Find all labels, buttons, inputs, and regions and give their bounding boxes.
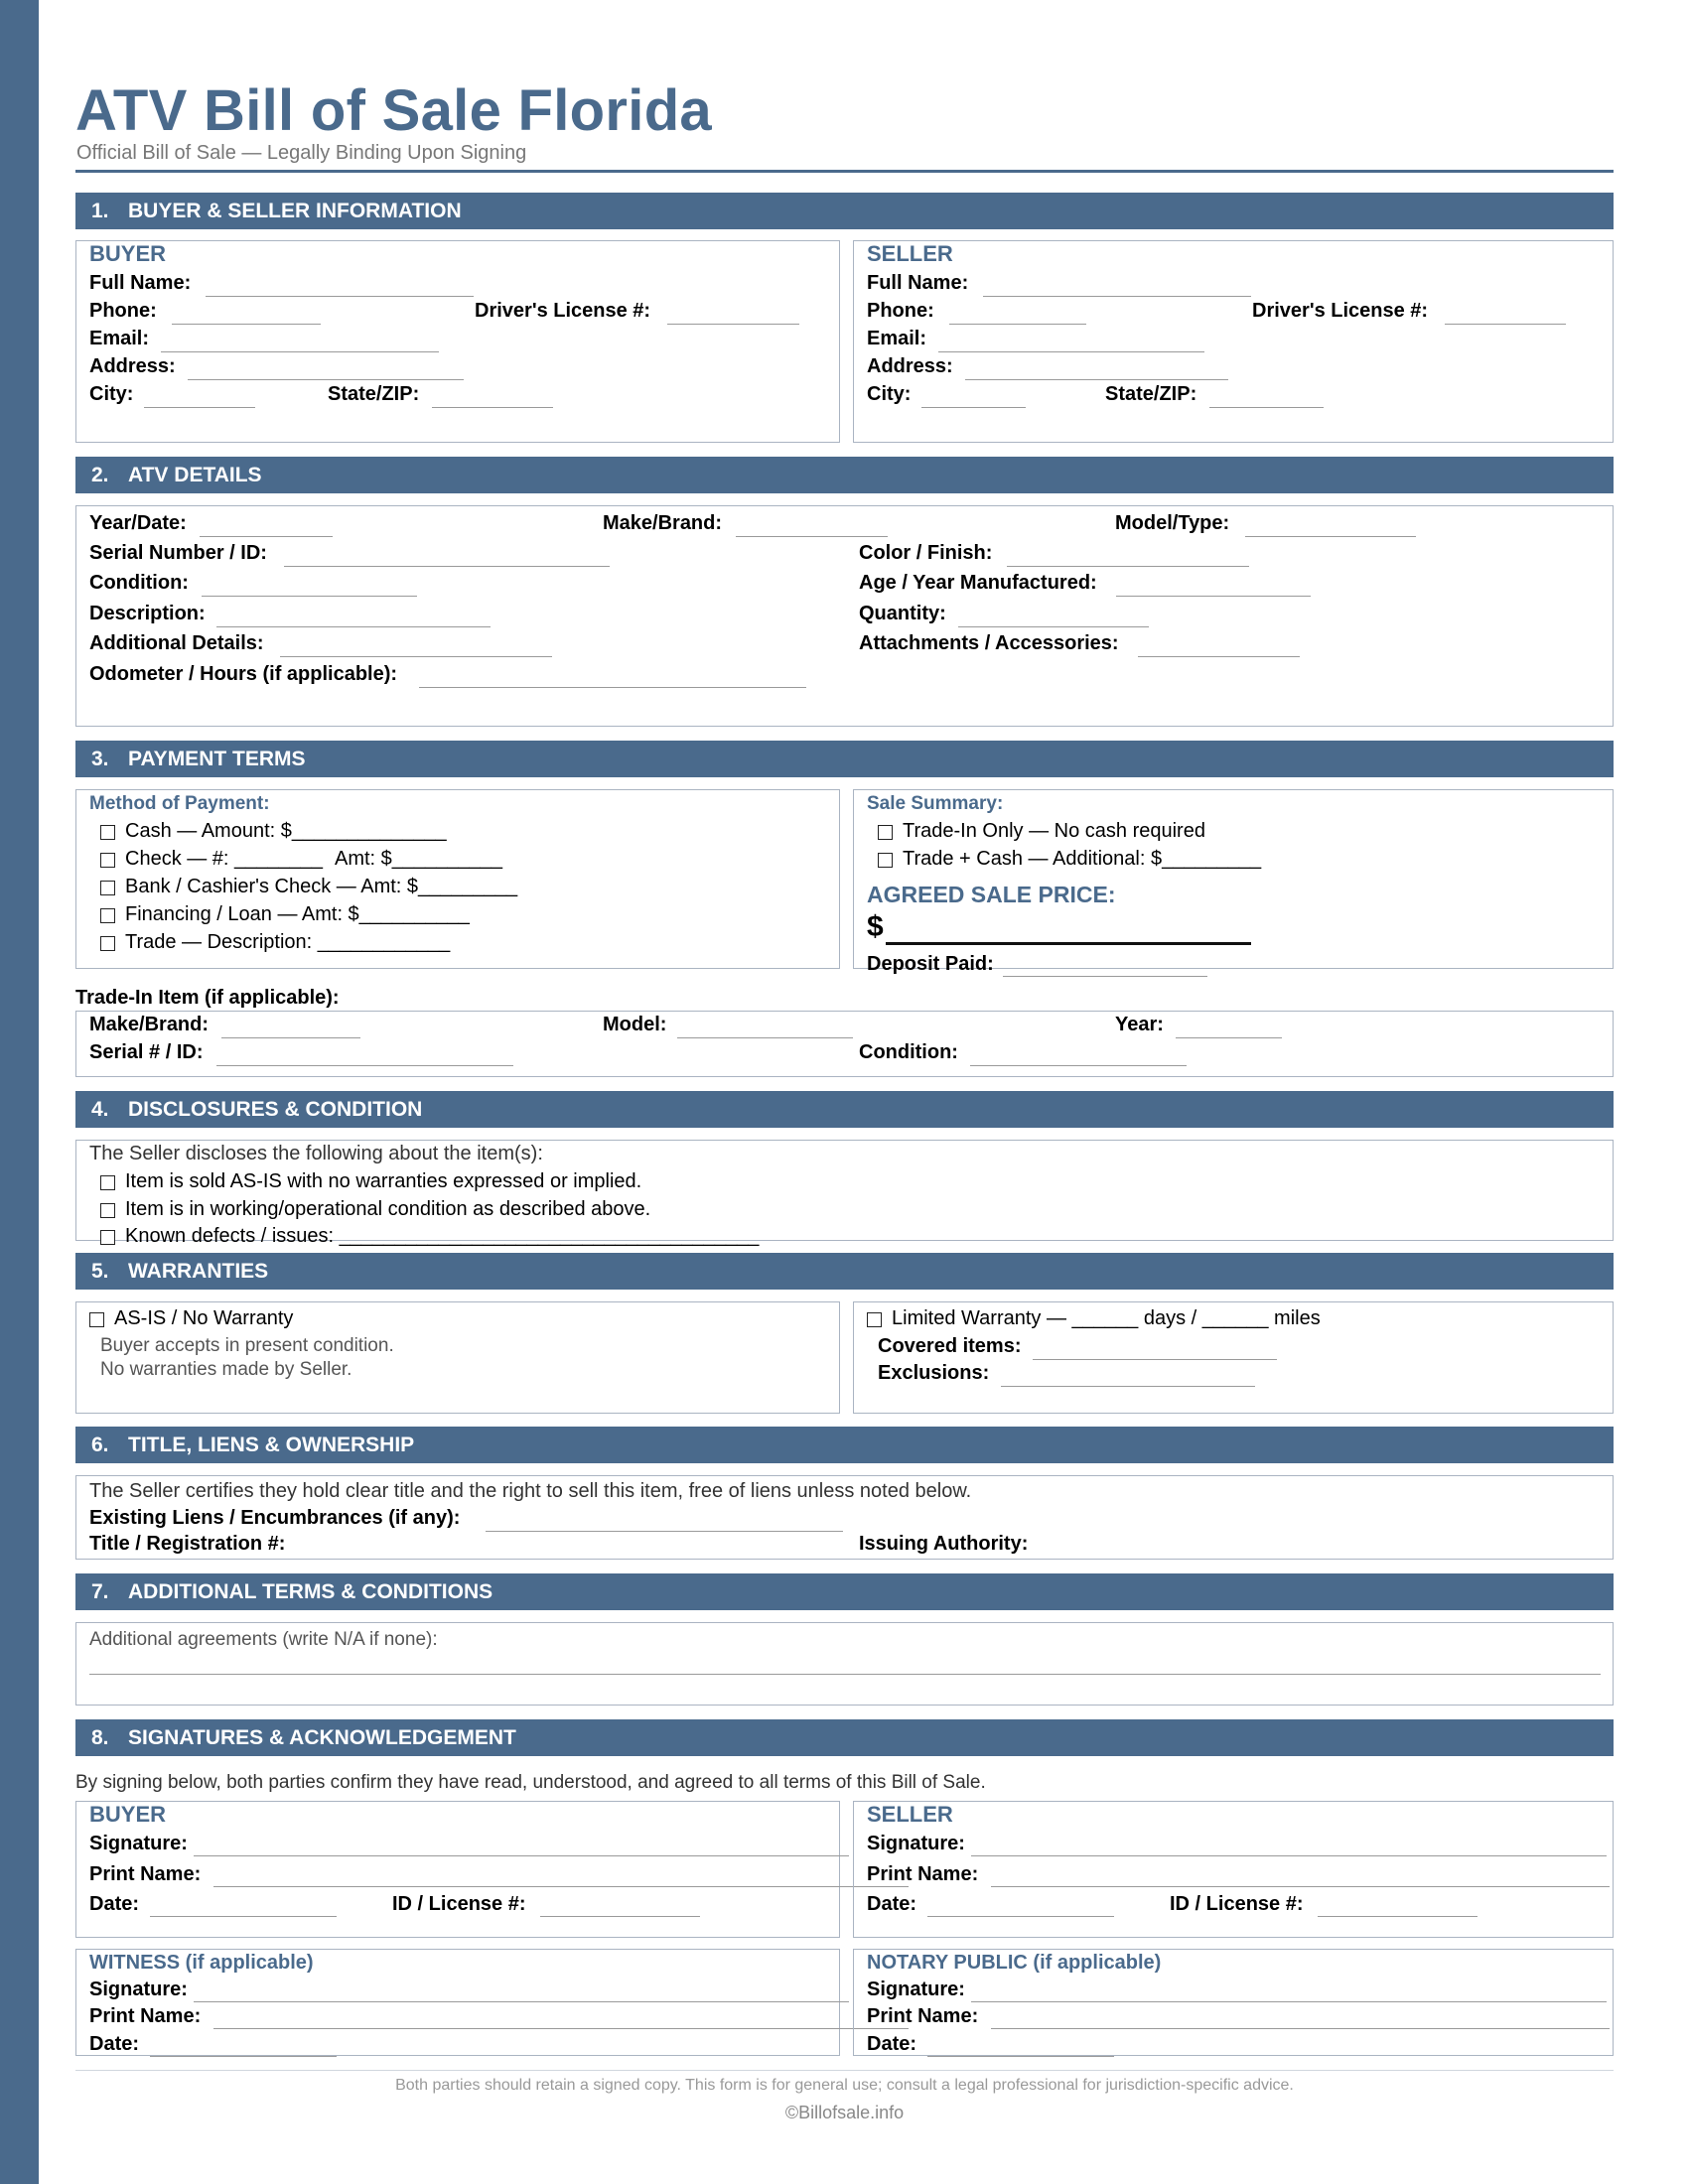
section-number: 8. bbox=[91, 1726, 109, 1749]
trade-in-serial-label: Serial # / ID: bbox=[89, 1041, 204, 1063]
trade-in-box bbox=[75, 1011, 1614, 1077]
notary-signature-label: Signature: bbox=[867, 1979, 965, 2000]
buyer-phone-label: Phone: bbox=[89, 300, 157, 322]
section-title: TITLE, LIENS & OWNERSHIP bbox=[128, 1433, 415, 1456]
additional-terms-prompt: Additional agreements (write N/A if none): bbox=[89, 1629, 438, 1650]
notary-box bbox=[853, 1949, 1614, 2056]
section-header-disclosures bbox=[75, 1091, 1614, 1128]
section-header-warranties bbox=[75, 1253, 1614, 1290]
buyer-phone-field[interactable] bbox=[172, 324, 321, 325]
trade-in-condition-label: Condition: bbox=[859, 1041, 958, 1063]
section-number: 6. bbox=[91, 1433, 109, 1456]
trade-checkbox[interactable] bbox=[100, 936, 115, 951]
section-title: ADDITIONAL TERMS & CONDITIONS bbox=[128, 1580, 493, 1603]
limited-warranty-box bbox=[853, 1301, 1614, 1414]
seller-id-label: ID / License #: bbox=[1170, 1893, 1304, 1915]
trade-in-only-label: Trade-In Only — No cash required bbox=[903, 820, 1205, 842]
seller-info-box bbox=[853, 240, 1614, 443]
trade-in-condition-field[interactable] bbox=[970, 1065, 1187, 1066]
existing-liens-label: Existing Liens / Encumbrances (if any): bbox=[89, 1507, 461, 1529]
buyer-date-label: Date: bbox=[89, 1893, 140, 1915]
section-number: 7. bbox=[91, 1580, 109, 1603]
buyer-signature-label: Signature: bbox=[89, 1833, 188, 1854]
title-intro: The Seller certifies they hold clear title and the right to sell this item, free of liens unless noted below. bbox=[89, 1480, 972, 1502]
cash-option-label: Cash — Amount: $______________ bbox=[125, 820, 447, 842]
atv-additional-field[interactable] bbox=[280, 656, 552, 657]
financing-label: Financing / Loan — Amt: $__________ bbox=[125, 903, 470, 925]
seller-signature-label: Signature: bbox=[867, 1833, 965, 1854]
atv-description-label: Description: bbox=[89, 603, 206, 624]
section-header-payment bbox=[75, 741, 1614, 777]
payment-method-box bbox=[75, 789, 840, 969]
buyer-city-field[interactable] bbox=[144, 407, 255, 408]
buyer-email-label: Email: bbox=[89, 328, 150, 349]
title-registration-label: Title / Registration #: bbox=[89, 1533, 286, 1555]
buyer-signature-box bbox=[75, 1801, 840, 1938]
buyer-id-label: ID / License #: bbox=[392, 1893, 526, 1915]
buyer-heading: BUYER bbox=[89, 241, 167, 266]
buyer-full-name-label: Full Name: bbox=[89, 272, 192, 294]
buyer-license-field[interactable] bbox=[667, 324, 799, 325]
section-header-title-liens bbox=[75, 1427, 1614, 1463]
witness-date-field[interactable] bbox=[150, 2056, 337, 2057]
check-checkbox[interactable] bbox=[100, 853, 115, 868]
cash-checkbox[interactable] bbox=[100, 825, 115, 840]
existing-liens-field[interactable] bbox=[486, 1531, 843, 1532]
page-title: ATV Bill of Sale Florida bbox=[75, 78, 712, 143]
section-number: 5. bbox=[91, 1260, 109, 1283]
bank-check-checkbox[interactable] bbox=[100, 881, 115, 895]
disclosures-intro: The Seller discloses the following about the item(s): bbox=[89, 1143, 543, 1164]
seller-full-name-label: Full Name: bbox=[867, 272, 969, 294]
known-defects-checkbox[interactable] bbox=[100, 1230, 115, 1245]
trade-in-year-label: Year: bbox=[1115, 1014, 1164, 1035]
atv-condition-field[interactable] bbox=[202, 596, 417, 597]
seller-id-field[interactable] bbox=[1318, 1916, 1477, 1917]
buyer-full-name-field[interactable] bbox=[206, 296, 474, 297]
seller-signature-box bbox=[853, 1801, 1614, 1938]
atv-year-label: Year/Date: bbox=[89, 512, 187, 534]
as-is-warranty-box bbox=[75, 1301, 840, 1414]
notary-date-label: Date: bbox=[867, 2033, 917, 2055]
atv-quantity-field[interactable] bbox=[958, 626, 1149, 627]
footer-copyright: ©Billofsale.info bbox=[784, 2103, 905, 2122]
seller-signature-field[interactable] bbox=[971, 1855, 1607, 1856]
deposit-paid-label: Deposit Paid: bbox=[867, 953, 994, 975]
seller-license-label: Driver's License #: bbox=[1252, 300, 1429, 322]
trade-plus-cash-label: Trade + Cash — Additional: $_________ bbox=[903, 848, 1262, 870]
issuing-authority-label: Issuing Authority: bbox=[859, 1533, 1029, 1555]
trade-in-make-label: Make/Brand: bbox=[89, 1014, 210, 1035]
section-number: 1. bbox=[91, 200, 109, 222]
section-title: WARRANTIES bbox=[128, 1260, 269, 1283]
witness-print-name-label: Print Name: bbox=[89, 2005, 202, 2027]
atv-additional-label: Additional Details: bbox=[89, 632, 264, 654]
section-header-atv-details bbox=[75, 457, 1614, 493]
trade-in-model-label: Model: bbox=[603, 1014, 667, 1035]
as-is-disclosure-checkbox[interactable] bbox=[100, 1175, 115, 1190]
additional-terms-box bbox=[75, 1622, 1614, 1706]
agreed-sale-price-field[interactable] bbox=[886, 942, 1251, 945]
limited-warranty-label: Limited Warranty — ______ days / ______ miles bbox=[892, 1307, 1321, 1329]
payment-method-heading: Method of Payment: bbox=[89, 793, 270, 814]
seller-email-field[interactable] bbox=[938, 351, 1204, 352]
page-subtitle: Official Bill of Sale — Legally Binding Upon Signing bbox=[76, 142, 527, 164]
section-number: 3. bbox=[91, 748, 109, 770]
as-is-disclosure-label: Item is sold AS-IS with no warranties expressed or implied. bbox=[125, 1170, 642, 1192]
limited-warranty-checkbox[interactable] bbox=[867, 1312, 882, 1327]
seller-city-field[interactable] bbox=[921, 407, 1026, 408]
trade-in-make-field[interactable] bbox=[221, 1037, 360, 1038]
atv-age-label: Age / Year Manufactured: bbox=[859, 572, 1097, 594]
seller-license-field[interactable] bbox=[1445, 324, 1566, 325]
dollar-sign: $ bbox=[867, 910, 884, 943]
buyer-state-zip-label: State/ZIP: bbox=[328, 383, 420, 405]
section-number: 4. bbox=[91, 1098, 109, 1121]
atv-serial-field[interactable] bbox=[284, 566, 610, 567]
atv-details-box bbox=[75, 505, 1614, 727]
notary-heading: NOTARY PUBLIC (if applicable) bbox=[867, 1952, 1162, 1974]
title-liens-box bbox=[75, 1475, 1614, 1560]
agreed-sale-price-label: AGREED SALE PRICE: bbox=[867, 882, 1116, 907]
trade-in-year-field[interactable] bbox=[1176, 1037, 1282, 1038]
seller-print-name-label: Print Name: bbox=[867, 1863, 979, 1885]
witness-signature-field[interactable] bbox=[194, 2001, 849, 2002]
seller-state-zip-field[interactable] bbox=[1209, 407, 1324, 408]
atv-odometer-label: Odometer / Hours (if applicable): bbox=[89, 663, 398, 685]
atv-color-label: Color / Finish: bbox=[859, 542, 993, 564]
buyer-address-field[interactable] bbox=[188, 379, 464, 380]
atv-make-field[interactable] bbox=[736, 536, 888, 537]
working-condition-checkbox[interactable] bbox=[100, 1203, 115, 1218]
section-number: 2. bbox=[91, 464, 109, 486]
section-title: SIGNATURES & ACKNOWLEDGEMENT bbox=[128, 1726, 516, 1749]
buyer-print-name-field[interactable] bbox=[213, 1886, 909, 1887]
atv-serial-label: Serial Number / ID: bbox=[89, 542, 267, 564]
buyer-city-label: City: bbox=[89, 383, 134, 405]
deposit-paid-field[interactable] bbox=[1003, 976, 1207, 977]
seller-state-zip-label: State/ZIP: bbox=[1105, 383, 1197, 405]
atv-quantity-label: Quantity: bbox=[859, 603, 946, 624]
bank-check-label: Bank / Cashier's Check — Amt: $_________ bbox=[125, 876, 518, 897]
covered-items-field[interactable] bbox=[1033, 1359, 1277, 1360]
witness-box bbox=[75, 1949, 840, 2056]
as-is-warranty-checkbox[interactable] bbox=[89, 1312, 104, 1327]
seller-signature-heading: SELLER bbox=[867, 1802, 953, 1827]
as-is-note-2: No warranties made by Seller. bbox=[100, 1359, 352, 1380]
covered-items-label: Covered items: bbox=[878, 1335, 1022, 1357]
section-header-buyer-seller bbox=[75, 193, 1614, 229]
buyer-address-label: Address: bbox=[89, 355, 176, 377]
atv-attachments-label: Attachments / Accessories: bbox=[859, 632, 1119, 654]
working-condition-label: Item is in working/operational condition as described above. bbox=[125, 1198, 651, 1220]
footer-divider bbox=[75, 2070, 1614, 2071]
buyer-print-name-label: Print Name: bbox=[89, 1863, 202, 1885]
section-title: DISCLOSURES & CONDITION bbox=[128, 1098, 423, 1121]
financing-checkbox[interactable] bbox=[100, 908, 115, 923]
as-is-warranty-label: AS-IS / No Warranty bbox=[114, 1307, 294, 1329]
trade-plus-cash-checkbox[interactable] bbox=[878, 853, 893, 868]
seller-address-field[interactable] bbox=[965, 379, 1228, 380]
exclusions-field[interactable] bbox=[1001, 1386, 1255, 1387]
seller-heading: SELLER bbox=[867, 241, 953, 266]
atv-make-label: Make/Brand: bbox=[603, 512, 723, 534]
trade-label: Trade — Description: ____________ bbox=[125, 931, 451, 953]
seller-date-label: Date: bbox=[867, 1893, 917, 1915]
check-number-label: Check — #: ________ bbox=[125, 848, 324, 870]
trade-in-serial-field[interactable] bbox=[216, 1065, 513, 1066]
signatures-intro: By signing below, both parties confirm they have read, understood, and agreed to all terms of this Bill of Sale. bbox=[75, 1772, 986, 1793]
additional-terms-field[interactable] bbox=[89, 1674, 1601, 1675]
footer-note: Both parties should retain a signed copy. This form is for general use; consult a legal professional for jurisdiction-specific advice. bbox=[395, 2077, 1294, 2094]
trade-in-model-field[interactable] bbox=[677, 1037, 853, 1038]
atv-year-field[interactable] bbox=[200, 536, 333, 537]
buyer-date-field[interactable] bbox=[150, 1916, 337, 1917]
atv-attachments-field[interactable] bbox=[1138, 656, 1300, 657]
seller-print-name-field[interactable] bbox=[991, 1886, 1610, 1887]
seller-phone-label: Phone: bbox=[867, 300, 934, 322]
notary-print-name-field[interactable] bbox=[991, 2028, 1610, 2029]
atv-color-field[interactable] bbox=[1007, 566, 1249, 567]
section-header-additional-terms bbox=[75, 1573, 1614, 1610]
title-divider bbox=[75, 170, 1614, 173]
sale-summary-heading: Sale Summary: bbox=[867, 793, 1004, 814]
seller-date-field[interactable] bbox=[927, 1916, 1114, 1917]
notary-print-name-label: Print Name: bbox=[867, 2005, 979, 2027]
buyer-state-zip-field[interactable] bbox=[432, 407, 553, 408]
section-header-signatures bbox=[75, 1719, 1614, 1756]
atv-odometer-field[interactable] bbox=[419, 687, 806, 688]
atv-description-field[interactable] bbox=[216, 626, 491, 627]
check-amount-label: Amt: $__________ bbox=[335, 848, 503, 870]
trade-in-only-checkbox[interactable] bbox=[878, 825, 893, 840]
sale-summary-box bbox=[853, 789, 1614, 975]
buyer-info-box bbox=[75, 240, 840, 443]
buyer-signature-heading: BUYER bbox=[89, 1802, 167, 1827]
witness-print-name-field[interactable] bbox=[213, 2028, 909, 2029]
section-title: BUYER & SELLER INFORMATION bbox=[128, 200, 462, 222]
seller-email-label: Email: bbox=[867, 328, 927, 349]
section-title: PAYMENT TERMS bbox=[128, 748, 306, 770]
atv-age-field[interactable] bbox=[1116, 596, 1311, 597]
notary-date-field[interactable] bbox=[927, 2056, 1114, 2057]
witness-heading: WITNESS (if applicable) bbox=[89, 1952, 314, 1974]
notary-signature-field[interactable] bbox=[971, 2001, 1607, 2002]
buyer-email-field[interactable] bbox=[161, 351, 439, 352]
seller-address-label: Address: bbox=[867, 355, 953, 377]
atv-model-field[interactable] bbox=[1245, 536, 1416, 537]
bill-of-sale-form bbox=[75, 0, 1614, 2184]
atv-condition-label: Condition: bbox=[89, 572, 189, 594]
known-defects-label: Known defects / issues: ______________________________________ bbox=[125, 1225, 760, 1247]
seller-phone-field[interactable] bbox=[949, 324, 1086, 325]
as-is-note-1: Buyer accepts in present condition. bbox=[100, 1335, 394, 1356]
atv-model-label: Model/Type: bbox=[1115, 512, 1230, 534]
exclusions-label: Exclusions: bbox=[878, 1362, 990, 1384]
witness-signature-label: Signature: bbox=[89, 1979, 188, 2000]
buyer-license-label: Driver's License #: bbox=[475, 300, 651, 322]
witness-date-label: Date: bbox=[89, 2033, 140, 2055]
disclosures-box bbox=[75, 1140, 1614, 1247]
section-title: ATV DETAILS bbox=[128, 464, 262, 486]
trade-in-item-heading: Trade-In Item (if applicable): bbox=[75, 987, 340, 1009]
seller-full-name-field[interactable] bbox=[983, 296, 1251, 297]
seller-city-label: City: bbox=[867, 383, 912, 405]
buyer-signature-field[interactable] bbox=[194, 1855, 849, 1856]
sidebar-accent-bar bbox=[0, 0, 39, 2184]
buyer-id-field[interactable] bbox=[540, 1916, 700, 1917]
